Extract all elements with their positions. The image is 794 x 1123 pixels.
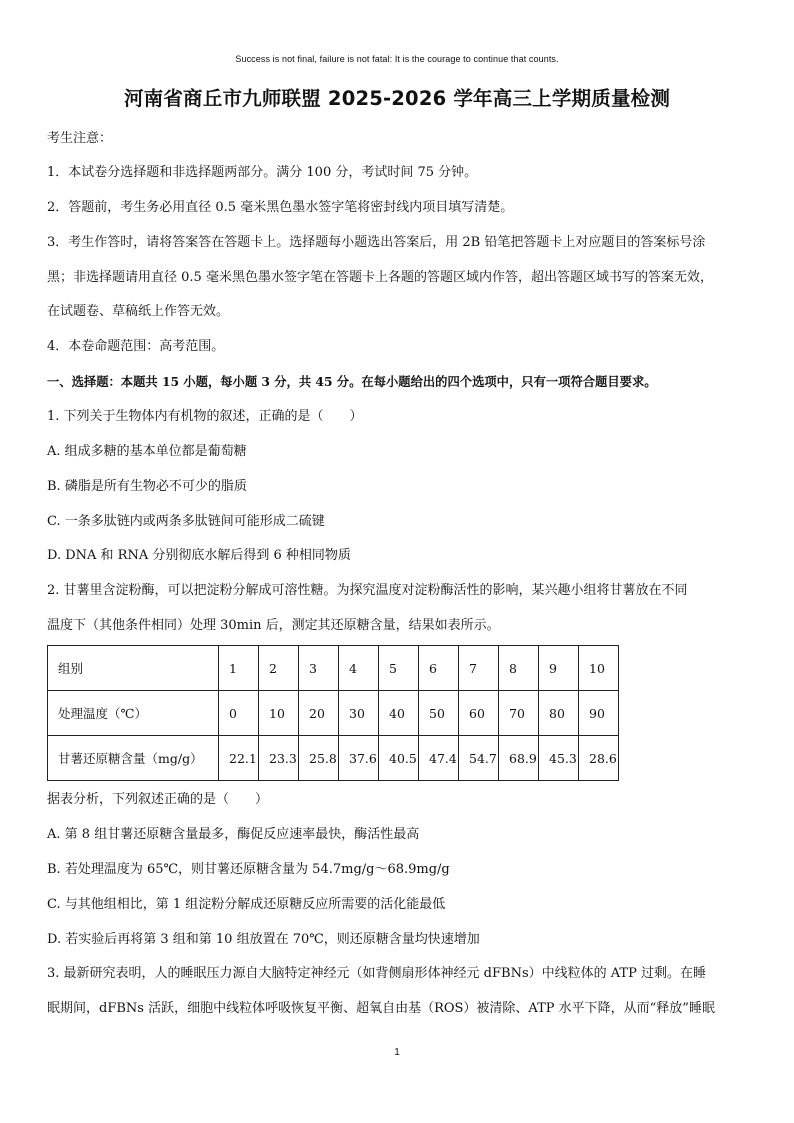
table-cell: 20 (299, 691, 339, 736)
question-1-option-c: C. 一条多肽链内或两条多肽链间可能形成二硫键 (47, 514, 325, 529)
section-heading: 一、选择题：本题共 15 小题，每小题 3 分，共 45 分。在每小题给出的四个选项中，只有一项符合题目要求。 (47, 374, 657, 389)
table-cell: 25.8 (299, 736, 339, 781)
header-motto: Success is not final, failure is not fatal: It is the courage to continue that counts. (235, 54, 559, 64)
table-cell: 3 (299, 646, 339, 691)
table-cell: 22.1 (219, 736, 259, 781)
question-2-stem-line2: 温度下（其他条件相同）处理 30min 后，测定其还原糖含量，结果如表所示。 (47, 618, 500, 633)
question-2-option-b: B. 若处理温度为 65℃，则甘薯还原糖含量为 54.7mg/g～68.9mg/g (47, 862, 450, 877)
question-2-option-c: C. 与其他组相比，第 1 组淀粉分解成还原糖反应所需要的活化能最低 (47, 897, 446, 912)
table-cell: 6 (419, 646, 459, 691)
question-2-followup: 据表分析，下列叙述正确的是（ ） (47, 792, 269, 807)
question-2-option-a: A. 第 8 组甘薯还原糖含量最多，酶促反应速率最快，酶活性最高 (47, 827, 420, 842)
notice-item-2: 2．答题前，考生务必用直径 0.5 毫米黑色墨水签字笔将密封线内项目填写清楚。 (47, 200, 514, 215)
notice-item-3: 3．考生作答时，请将答案答在答题卡上。选择题每小题选出答案后，用 2B 铅笔把答题卡上对应题目的答案标号涂 (47, 235, 706, 250)
row-label-temperature: 处理温度（℃） (48, 691, 219, 736)
page-number: 1 (394, 1047, 400, 1058)
notice-item-3-cont2: 在试题卷、草稿纸上作答无效。 (47, 304, 230, 319)
table-cell: 47.4 (419, 736, 459, 781)
table-cell: 28.6 (579, 736, 619, 781)
table-cell: 68.9 (499, 736, 539, 781)
question-3-line2: 眠期间，dFBNs 活跃，细胞中线粒体呼吸恢复平衡、超氧自由基（ROS）被清除、ATP 水平下降，从而“释放”睡眠 (47, 1001, 715, 1016)
table-cell: 37.6 (339, 736, 379, 781)
table-cell: 40.5 (379, 736, 419, 781)
row-label-group: 组别 (48, 646, 219, 691)
table-cell: 90 (579, 691, 619, 736)
table-cell: 10 (259, 691, 299, 736)
notice-item-4: 4．本卷命题范围：高考范围。 (47, 339, 225, 354)
question-2-option-d: D. 若实验后再将第 3 组和第 10 组放置在 70℃，则还原糖含量均快速增加 (47, 932, 480, 947)
question-3-line1: 3. 最新研究表明，人的睡眠压力源自大脑特定神经元（如背侧扇形体神经元 dFBNs）中线粒体的 ATP 过剩。在睡 (47, 966, 706, 981)
table-cell: 10 (579, 646, 619, 691)
table-cell: 0 (219, 691, 259, 736)
table-cell: 80 (539, 691, 579, 736)
table-cell: 30 (339, 691, 379, 736)
table-row (48, 736, 619, 781)
table-cell: 2 (259, 646, 299, 691)
table-cell: 23.3 (259, 736, 299, 781)
row-label-sugar: 甘薯还原糖含量（mg/g） (48, 736, 219, 781)
question-1-option-a: A. 组成多糖的基本单位都是葡萄糖 (47, 444, 247, 459)
notice-item-3-cont1: 黑；非选择题请用直径 0.5 毫米黑色墨水签字笔在答题卡上各题的答题区域内作答，超出答题区域书写的答案无效， (47, 270, 713, 285)
table-cell: 54.7 (459, 736, 499, 781)
question-1-stem: 1. 下列关于生物体内有机物的叙述，正确的是（ ） (47, 409, 363, 424)
page-title: 河南省商丘市九师联盟 2025-2026 学年高三上学期质量检测 (123, 87, 671, 110)
table-row (48, 691, 619, 736)
table-cell: 1 (219, 646, 259, 691)
question-2-stem-line1: 2. 甘薯里含淀粉酶，可以把淀粉分解成可溶性糖。为探究温度对淀粉酶活性的影响，某兴趣小组将甘薯放在不同 (47, 583, 688, 598)
table-cell: 8 (499, 646, 539, 691)
table-cell: 5 (379, 646, 419, 691)
table-cell: 45.3 (539, 736, 579, 781)
table-row (48, 646, 619, 691)
data-table (47, 645, 619, 781)
table-cell: 40 (379, 691, 419, 736)
table-cell: 50 (419, 691, 459, 736)
table-cell: 70 (499, 691, 539, 736)
notice-heading: 考生注意： (47, 131, 113, 146)
question-1-option-d: D. DNA 和 RNA 分别彻底水解后得到 6 种相同物质 (47, 548, 351, 563)
table-cell: 7 (459, 646, 499, 691)
notice-item-1: 1．本试卷分选择题和非选择题两部分。满分 100 分，考试时间 75 分钟。 (47, 165, 478, 180)
table-cell: 9 (539, 646, 579, 691)
question-1-option-b: B. 磷脂是所有生物必不可少的脂质 (47, 479, 247, 494)
table-cell: 60 (459, 691, 499, 736)
table-cell: 4 (339, 646, 379, 691)
